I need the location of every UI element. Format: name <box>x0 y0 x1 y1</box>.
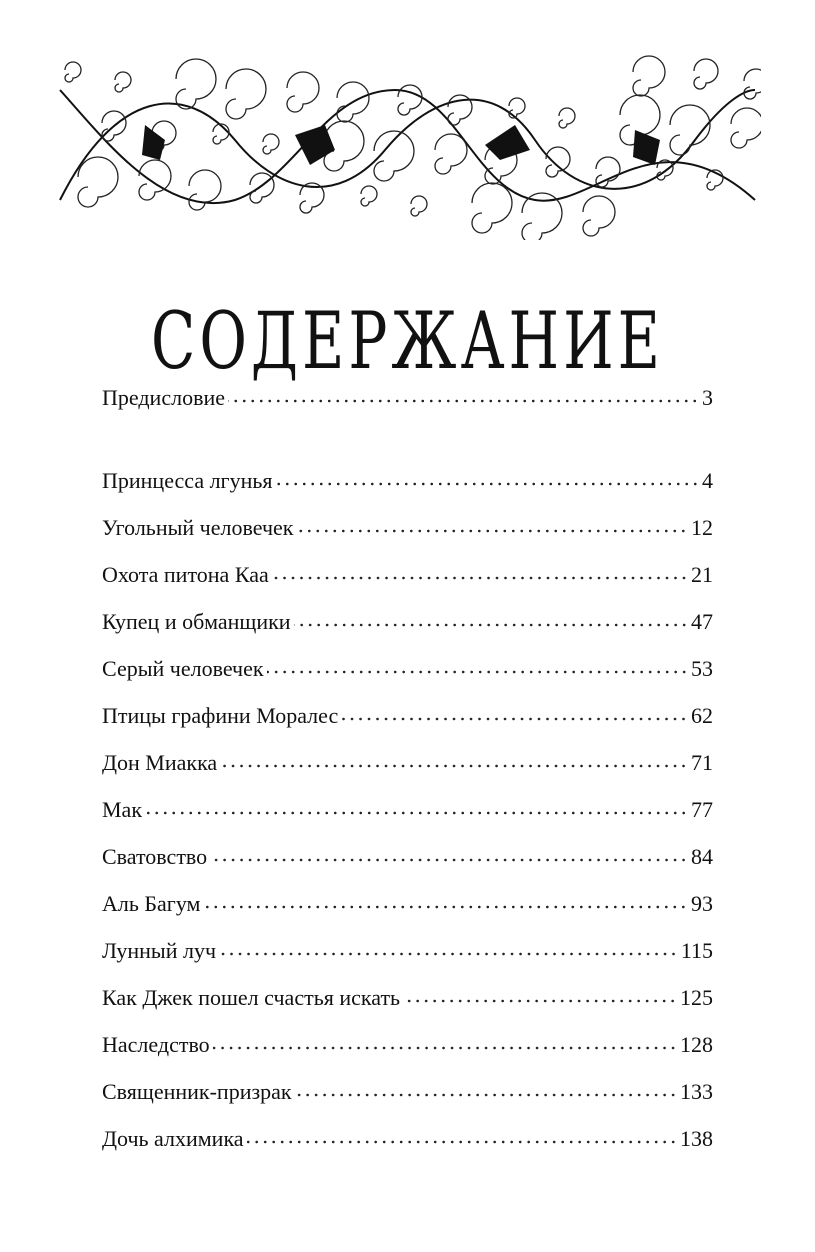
toc-entry[interactable] <box>102 468 713 515</box>
swirl-flourish <box>176 59 216 109</box>
entry-page: 4 <box>702 468 713 493</box>
toc-entry[interactable] <box>102 703 713 750</box>
swirl-flourish <box>472 183 512 233</box>
dot-leader <box>267 670 688 674</box>
swirl-flourish <box>263 134 279 154</box>
toc-entry[interactable] <box>102 609 713 656</box>
entry-page: 12 <box>691 515 713 540</box>
entry-page: 115 <box>680 938 713 963</box>
entry-title: Принцесса лгунья <box>102 468 273 493</box>
entry-title: Охота питона Каа <box>102 562 269 587</box>
entry-page: 3 <box>702 385 713 410</box>
swirl-flourish <box>287 72 319 112</box>
swirl-flourish <box>435 134 467 174</box>
swirl-flourish <box>633 56 665 96</box>
floral-ornament-header <box>55 50 761 240</box>
entry-title: Птицы графини Моралес <box>102 703 339 728</box>
flower-icon <box>295 125 335 165</box>
swirl-flourish <box>559 108 575 128</box>
entry-page: 62 <box>691 703 713 728</box>
toc-entry[interactable] <box>102 891 713 938</box>
dot-leader <box>276 482 699 486</box>
entry-page: 128 <box>680 1032 713 1057</box>
entry-page: 47 <box>691 609 713 634</box>
toc-entry[interactable] <box>102 1126 713 1173</box>
swirl-flourish <box>115 72 131 92</box>
swirl-flourish <box>250 173 274 203</box>
toc-entry[interactable] <box>102 1079 713 1126</box>
toc-entry[interactable] <box>102 938 713 985</box>
toc-entry[interactable] <box>102 985 713 1032</box>
page-title: СОДЕРЖАНИЕ <box>150 295 665 387</box>
flower-icon <box>142 125 165 160</box>
table-of-contents <box>102 468 713 1173</box>
swirl-flourish <box>583 196 615 236</box>
entry-title: Как Джек пошел счастья искать <box>102 985 401 1010</box>
toc-entry[interactable] <box>102 515 713 562</box>
entry-title: Предисловие <box>102 385 225 410</box>
entry-title: Купец и обманщики <box>102 609 291 634</box>
entry-title: Священник-призрак <box>102 1079 292 1104</box>
entry-title: Дочь алхимика <box>102 1126 244 1151</box>
toc-entry[interactable] <box>102 562 713 609</box>
flower-icon <box>633 130 660 165</box>
entry-page: 71 <box>691 750 713 775</box>
dot-leader <box>219 952 678 956</box>
entry-title: Дон Миакка <box>102 750 218 775</box>
swirl-flourish <box>139 160 171 200</box>
entry-page: 77 <box>691 797 713 822</box>
dot-leader <box>294 623 688 627</box>
swirl-flourish <box>65 62 81 82</box>
dot-leader <box>272 576 688 580</box>
swirl-flourish <box>694 59 718 89</box>
swirl-flourish <box>226 69 266 119</box>
dot-leader <box>247 1140 677 1144</box>
dot-leader <box>403 999 677 1003</box>
swirl-flourish <box>731 108 761 148</box>
entry-title: Аль Багум <box>102 891 201 916</box>
entry-title: Наследство <box>102 1032 210 1057</box>
dot-leader <box>203 905 688 909</box>
toc-entry[interactable] <box>102 797 713 844</box>
entry-page: 125 <box>680 985 713 1010</box>
entry-title: Сватовство <box>102 844 208 869</box>
swirl-flourish <box>744 69 761 99</box>
dot-leader <box>145 811 688 815</box>
swirl-flourish <box>78 157 118 207</box>
dot-leader <box>295 1093 677 1097</box>
dot-leader <box>220 764 688 768</box>
swirl-flourish <box>411 196 427 216</box>
toc-entry[interactable] <box>102 750 713 797</box>
dot-leader <box>213 1046 677 1050</box>
dot-leader <box>210 858 688 862</box>
entry-page: 93 <box>691 891 713 916</box>
dot-leader <box>296 529 688 533</box>
entry-page: 53 <box>691 656 713 681</box>
dot-leader <box>341 717 688 721</box>
entry-title: Угольный человечек <box>102 515 294 540</box>
flower-icon <box>485 125 530 160</box>
entry-page: 133 <box>680 1079 713 1104</box>
swirl-flourish <box>213 124 229 144</box>
toc-entry[interactable] <box>102 844 713 891</box>
entry-page: 21 <box>691 562 713 587</box>
toc-entry[interactable] <box>102 656 713 703</box>
entry-title: Серый человечек <box>102 656 264 681</box>
entry-page: 138 <box>680 1126 713 1151</box>
swirl-flourish <box>361 186 377 206</box>
entry-title: Мак <box>102 797 143 822</box>
dot-leader <box>228 399 699 403</box>
entry-page: 84 <box>691 844 713 869</box>
preface-section <box>102 385 713 432</box>
entry-title: Лунный луч <box>102 938 217 963</box>
toc-entry[interactable] <box>102 1032 713 1079</box>
toc-entry-preface[interactable] <box>102 385 713 432</box>
